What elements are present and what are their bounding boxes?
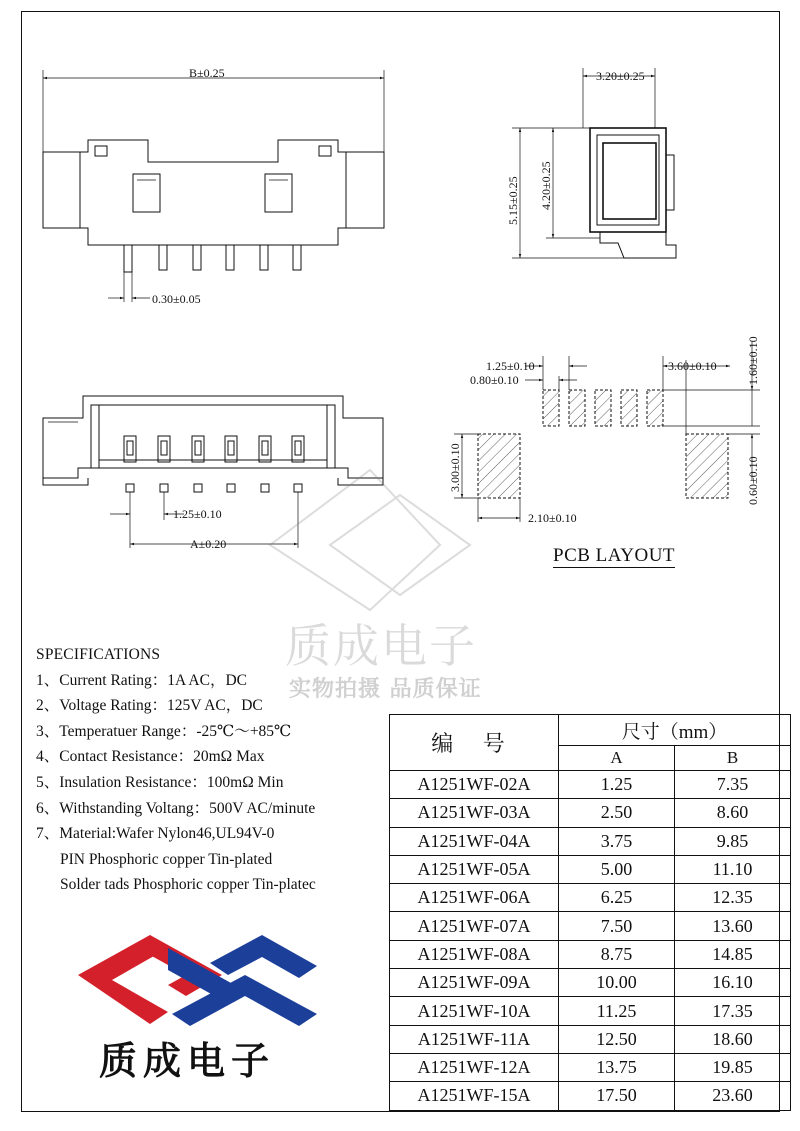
spec-item: 4、Contact Resistance：20mΩ Max xyxy=(36,748,265,766)
cell-b: 11.10 xyxy=(675,855,791,883)
dim-side-height-outer-label: 5.15±0.25 xyxy=(506,176,520,225)
dim-pitch-label: 1.25±0.10 xyxy=(173,507,222,521)
top-view xyxy=(43,66,384,306)
cell-code: A1251WF-09A xyxy=(390,969,559,997)
dim-pcb-tab-width-label: 2.10±0.10 xyxy=(528,511,577,525)
header-code: 编 号 xyxy=(390,715,559,771)
cell-code: A1251WF-15A xyxy=(390,1082,559,1110)
cell-a: 6.25 xyxy=(559,884,675,912)
pcb-layout-title: PCB LAYOUT xyxy=(553,545,676,566)
cell-code: A1251WF-03A xyxy=(390,799,559,827)
dim-b-label: B±0.25 xyxy=(189,66,225,80)
cell-code: A1251WF-05A xyxy=(390,855,559,883)
cell-a: 11.25 xyxy=(559,997,675,1025)
header-a: A xyxy=(559,746,675,771)
dim-pcb-tab-height-label: 3.00±0.10 xyxy=(448,443,462,492)
cell-a: 5.00 xyxy=(559,855,675,883)
table-row xyxy=(390,1053,791,1081)
cell-b: 17.35 xyxy=(675,997,791,1025)
watermark-subtext: 实物拍摄 品质保证 xyxy=(289,677,482,702)
cell-b: 18.60 xyxy=(675,1025,791,1053)
dim-pcb-offset-label: 0.60±0.10 xyxy=(746,456,760,505)
cell-a: 8.75 xyxy=(559,940,675,968)
table-row xyxy=(390,912,791,940)
cell-b: 8.60 xyxy=(675,799,791,827)
header-b: B xyxy=(675,746,791,771)
table-row xyxy=(390,884,791,912)
cell-a: 10.00 xyxy=(559,969,675,997)
table-row xyxy=(390,997,791,1025)
cell-code: A1251WF-10A xyxy=(390,997,559,1025)
cell-b: 14.85 xyxy=(675,940,791,968)
table-row xyxy=(390,1082,791,1110)
cell-code: A1251WF-12A xyxy=(390,1053,559,1081)
dim-side-height-inner-label: 4.20±0.25 xyxy=(539,161,553,210)
cell-a: 2.50 xyxy=(559,799,675,827)
cell-b: 16.10 xyxy=(675,969,791,997)
header-size: 尺寸（mm） xyxy=(559,715,791,746)
table-row xyxy=(390,940,791,968)
watermark-text: 质成电子 xyxy=(285,619,477,673)
brand-logo xyxy=(78,935,317,1026)
cell-b: 13.60 xyxy=(675,912,791,940)
table-row xyxy=(390,855,791,883)
brand-name: 质成电子 xyxy=(99,1039,276,1083)
size-table xyxy=(389,714,791,1111)
spec-sub-item: Solder tads Phosphoric copper Tin-platec xyxy=(60,876,316,894)
dim-pin-width-label: 0.30±0.05 xyxy=(152,292,201,306)
specifications-block xyxy=(36,642,376,898)
cell-b: 7.35 xyxy=(675,771,791,799)
table-row xyxy=(390,827,791,855)
dim-span-label: A±0.20 xyxy=(190,537,227,551)
cell-b: 23.60 xyxy=(675,1082,791,1110)
table-row xyxy=(390,799,791,827)
cell-b: 9.85 xyxy=(675,827,791,855)
cell-code: A1251WF-11A xyxy=(390,1025,559,1053)
spec-item: 2、Voltage Rating：125V AC，DC xyxy=(36,697,263,715)
cell-a: 17.50 xyxy=(559,1082,675,1110)
pcb-layout xyxy=(448,336,760,525)
dim-side-width-label: 3.20±0.25 xyxy=(596,69,645,83)
spec-item: 7、Material:Wafer Nylon46,UL94V-0 xyxy=(36,825,275,843)
watermark-logo xyxy=(270,470,470,610)
spec-sub-item: PIN Phosphoric copper Tin-plated xyxy=(60,850,273,868)
dim-pcb-pitch-label: 1.25±0.10 xyxy=(486,359,535,373)
table-row xyxy=(390,969,791,997)
cell-code: A1251WF-08A xyxy=(390,940,559,968)
table-row xyxy=(390,771,791,799)
spec-item: 1、Current Rating：1A AC，DC xyxy=(36,671,247,689)
cell-code: A1251WF-06A xyxy=(390,884,559,912)
cell-a: 12.50 xyxy=(559,1025,675,1053)
dim-pcb-pad-width-label: 0.80±0.10 xyxy=(470,373,519,387)
spec-item: 3、Temperatuer Range：-25℃～+85℃ xyxy=(36,722,292,740)
dim-pcb-pad-height-label: 1.60±0.10 xyxy=(746,336,760,385)
specifications-title: SPECIFICATIONS xyxy=(36,646,161,663)
spec-item: 5、Insulation Resistance：100mΩ Min xyxy=(36,773,284,791)
cell-b: 19.85 xyxy=(675,1053,791,1081)
cell-b: 12.35 xyxy=(675,884,791,912)
cell-a: 3.75 xyxy=(559,827,675,855)
spec-item: 6、Withstanding Voltang：500V AC/minute xyxy=(36,799,316,817)
cell-a: 13.75 xyxy=(559,1053,675,1081)
dim-pcb-tab-gap-label: 3.60±0.10 xyxy=(668,359,717,373)
cell-code: A1251WF-07A xyxy=(390,912,559,940)
side-view xyxy=(506,68,676,258)
cell-code: A1251WF-04A xyxy=(390,827,559,855)
cell-code: A1251WF-02A xyxy=(390,771,559,799)
table-row xyxy=(390,1025,791,1053)
cell-a: 7.50 xyxy=(559,912,675,940)
front-view xyxy=(43,396,383,551)
cell-a: 1.25 xyxy=(559,771,675,799)
